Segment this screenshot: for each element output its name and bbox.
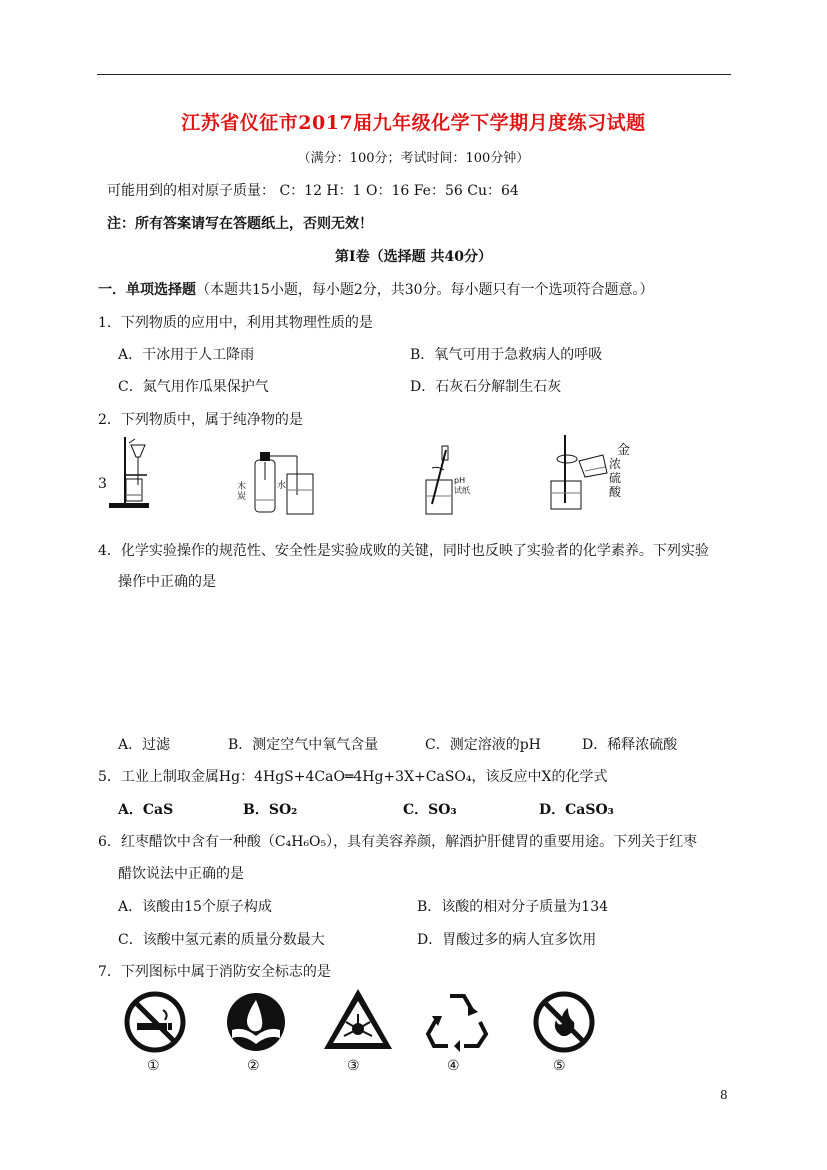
q5-option-a: A．CaS (118, 802, 174, 818)
part1-heading-label: 一．单项选择题 (98, 282, 196, 298)
q5-option-d: D．CaSO₃ (539, 802, 614, 818)
exam-subtitle: （满分：100分；考试时间：100分钟） (297, 151, 530, 166)
q1-option-d: D．石灰石分解制生石灰 (410, 379, 562, 395)
no-smoking-sign-icon (123, 990, 187, 1054)
water-label: 水 (277, 481, 287, 491)
q2-stem: 2．下列物质中，属于纯净物的是 (98, 412, 303, 428)
q6-stem-line2: 醋饮说法中正确的是 (118, 866, 244, 882)
q4-stem-line2: 操作中正确的是 (118, 574, 216, 590)
ph-paper-label: pH试纸 (454, 476, 470, 495)
section-title: 第Ⅰ卷（选择题 共40分） (335, 249, 492, 265)
q1-option-a: A．干冰用于人工降雨 (118, 347, 255, 363)
q6-option-d: D．胃酸过多的病人宜多饮用 (417, 932, 597, 948)
q6-option-b: B．该酸的相对分子质量为134 (417, 899, 609, 915)
q4-option-a: A．过滤 (118, 737, 171, 753)
q4-option-c: C．测定溶液的pH (425, 737, 541, 753)
header-rule (97, 74, 731, 75)
sign-label-1: ① (147, 1058, 160, 1074)
q5-option-b: B．SO₂ (243, 802, 298, 818)
page-number: 8 (720, 1088, 728, 1102)
sign-label-3: ③ (347, 1058, 360, 1074)
oxygen-measure-figure (233, 440, 318, 520)
conc-sulfuric-label: 浓硫酸 (609, 457, 622, 499)
q5-stem: 5．工业上制取金属Hg：4HgS+4CaO═4Hg+3X+CaSO₄，该反应中X的化学式 (98, 769, 608, 785)
recycling-sign-icon (424, 988, 490, 1054)
dilution-figure (545, 433, 631, 518)
gold-label: 金 (617, 443, 631, 458)
q1-option-b: B．氧气可用于急救病人的呼吸 (410, 347, 603, 363)
notice: 注：所有答案请写在答题纸上，否则无效！ (107, 216, 373, 232)
atomic-masses: 可能用到的相对原子质量： C：12 H：1 O：16 Fe：56 Cu：64 (107, 183, 519, 199)
no-fire-sign-icon (532, 990, 596, 1054)
charcoal-label: 木炭 (237, 482, 247, 502)
part1-rule: （本题共15小题，每小题2分，共30分。每小题只有一个选项符合题意。） (196, 282, 654, 298)
ph-test-figure (418, 440, 468, 520)
explosive-warning-sign-icon (322, 986, 394, 1052)
q7-stem: 7．下列图标中属于消防安全标志的是 (98, 964, 331, 980)
q6-option-c: C．该酸中氢元素的质量分数最大 (118, 932, 325, 948)
part1-heading (98, 280, 654, 300)
q1-option-c: C．氮气用作瓜果保护气 (118, 379, 269, 395)
q1-stem: 1．下列物质的应用中，利用其物理性质的是 (98, 315, 373, 331)
q4-option-d: D．稀释浓硫酸 (582, 737, 678, 753)
no-water-sign-icon (224, 990, 288, 1054)
sign-label-4: ④ (447, 1058, 460, 1074)
q5-option-c: C．SO₃ (403, 802, 457, 818)
page-title: 江苏省仪征市2017届九年级化学下学期月度练习试题 (181, 112, 646, 134)
q4-option-b: B．测定空气中氧气含量 (228, 737, 379, 753)
sign-label-5: ⑤ (553, 1058, 566, 1074)
q4-stem-line1: 4．化学实验操作的规范性、安全性是实验成败的关键，同时也反映了实验者的化学素养。下列实验 (98, 543, 709, 559)
q6-option-a: A．该酸由15个原子构成 (118, 899, 272, 915)
q6-stem-line1: 6．红枣醋饮中含有一种酸（C₄H₆O₅），具有美容养颜，解酒护肝健胃的重要用途。下列关于红枣 (98, 834, 698, 850)
sign-label-2: ② (247, 1058, 260, 1074)
filtration-figure (105, 435, 155, 525)
q3-number: 3 (98, 476, 107, 492)
